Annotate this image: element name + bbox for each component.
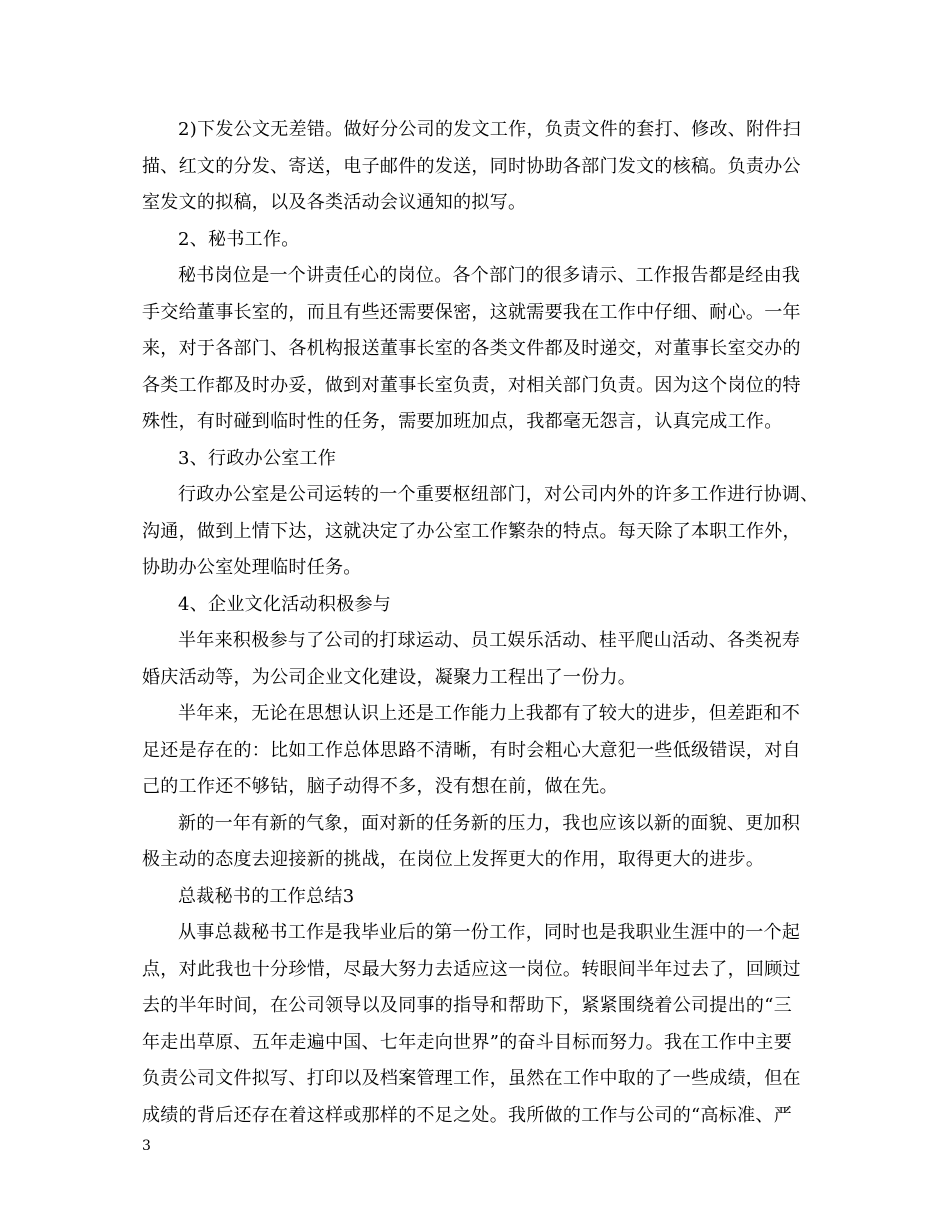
text-line: 各类工作都及时办妥，做到对董事长室负责，对相关部门负责。因为这个岗位的特 [142, 374, 801, 396]
text-line: 室发文的拟稿，以及各类活动会议通知的拟写。 [142, 192, 527, 213]
text-line: 2、秘书工作。 [178, 228, 300, 250]
text-line: 年走出草原、五年走遍中国、七年走向世界”的奋斗目标而努力。我在工作中主要 [142, 1031, 792, 1053]
paragraph [142, 915, 818, 1134]
text-line: 半年来，无论在思想认识上还是工作能力上我都有了较大的进步，但差距和不 [178, 703, 801, 724]
text-line: 手交给董事长室的，而且有些还需要保密，这就需要我在工作中仔细、耐心。一年 [142, 301, 801, 323]
text-line: 半年来积极参与了公司的打球运动、员工娱乐活动、桂平爬山活动、各类祝寿 [178, 630, 801, 651]
text-line: 总裁秘书的工作总结3 [178, 885, 355, 907]
text-line: 从事总裁秘书工作是我毕业后的第一份工作，同时也是我职业生涯中的一个起 [178, 922, 801, 943]
text-line: 成绩的背后还存在着这样或那样的不足之处。我所做的工作与公司的“高标准、严 [142, 1104, 792, 1126]
text-line: 点，对此我也十分珍惜，尽最大努力去适应这一岗位。转眼间半年过去了，回顾过 [142, 958, 801, 980]
text-line: 去的半年时间，在公司领导以及同事的指导和帮助下，紧紧围绕着公司提出的“三 [142, 995, 792, 1016]
text-line: 己的工作还不够钻，脑子动得不多，没有想在前，做在先。 [142, 776, 618, 797]
text-line: 行政办公室是公司运转的一个重要枢纽部门，对公司内外的许多工作进行协调、 [178, 484, 819, 505]
paragraph [142, 587, 818, 624]
text-line: 沟通，做到上情下达，这就决定了办公室工作繁杂的特点。每天除了本职工作外， [142, 520, 801, 542]
text-line: 2)下发公文无差错。做好分公司的发文工作，负责文件的套打、修改、附件扫 [178, 119, 801, 140]
text-line: 3、行政办公室工作 [178, 447, 337, 469]
text-line: 殊性，有时碰到临时性的任务，需要加班加点，我都毫无怨言，认真完成工作。 [142, 411, 783, 432]
paragraph [142, 806, 818, 879]
text-line: 4、企业文化活动积极参与 [178, 593, 392, 615]
text-line: 来，对于各部门、各机构报送董事长室的各类文件都及时递交，对董事长室交办的 [142, 338, 801, 359]
paragraph [142, 441, 818, 478]
paragraph [142, 623, 818, 696]
paragraph [142, 477, 818, 587]
paragraph [142, 879, 818, 916]
paragraph [142, 696, 818, 806]
text-line: 协助办公室处理临时任务。 [142, 557, 362, 578]
text-line: 秘书岗位是一个讲责任心的岗位。各个部门的很多请示、工作报告都是经由我 [178, 265, 801, 286]
text-line: 新的一年有新的气象，面对新的任务新的压力，我也应该以新的面貌、更加积 [178, 812, 801, 834]
text-line: 婚庆活动等，为公司企业文化建设，凝聚力工程出了一份力。 [142, 666, 637, 688]
paragraph [142, 112, 818, 222]
text-line: 极主动的态度去迎接新的挑战，在岗位上发挥更大的作用，取得更大的进步。 [142, 849, 765, 870]
paragraph [142, 222, 818, 259]
text-line: 负责公司文件拟写、打印以及档案管理工作，虽然在工作中取的了一些成绩，但在 [142, 1068, 801, 1089]
text-line: 描、红文的分发、寄送，电子邮件的发送，同时协助各部门发文的核稿。负责办公 [142, 155, 801, 177]
document-body [142, 112, 818, 1134]
text-line: 足还是存在的：比如工作总体思路不清晰，有时会粗心大意犯一些低级错误，对自 [142, 739, 801, 761]
page-number: 3 [142, 1138, 151, 1154]
paragraph [142, 258, 818, 441]
